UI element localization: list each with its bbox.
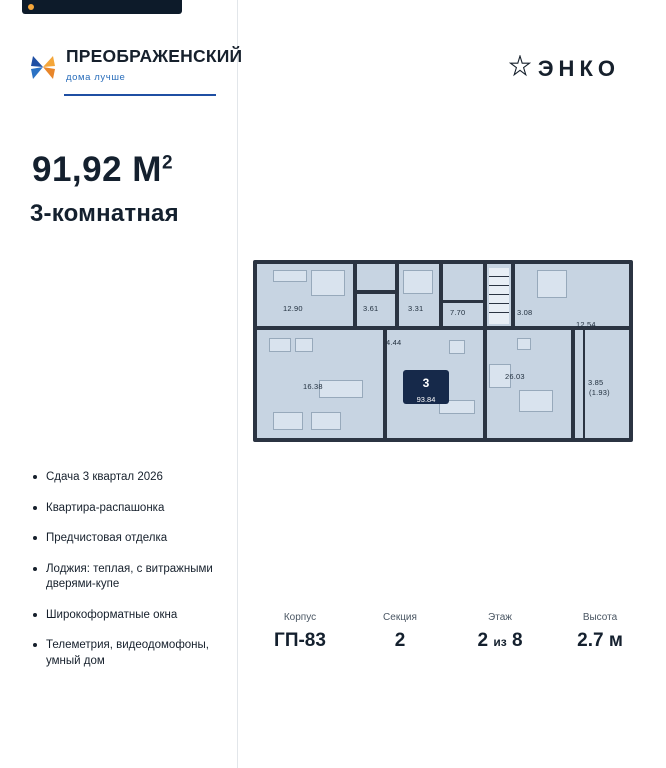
furniture — [273, 270, 307, 282]
wall — [483, 264, 487, 440]
bullet-icon — [33, 643, 37, 647]
wall — [571, 330, 575, 440]
meta-height — [550, 612, 650, 652]
meta-value: ГП-83 — [274, 630, 326, 651]
wall — [353, 264, 357, 330]
meta-korpus — [250, 612, 350, 652]
wall — [257, 326, 357, 330]
floor-total: 8 — [511, 630, 523, 651]
partner-logo — [509, 55, 620, 82]
wall — [439, 264, 443, 330]
meta-value: 2.7 м — [577, 630, 623, 651]
bullet-icon — [33, 475, 37, 479]
floor-current: 2 — [477, 630, 489, 651]
furniture-bed — [311, 270, 345, 296]
room-label: 12.90 — [283, 304, 303, 313]
meta-section — [350, 612, 450, 652]
room-label: 3.61 — [363, 304, 379, 313]
furniture-sofa — [519, 390, 553, 412]
brand-underline — [64, 94, 216, 96]
floor-plan — [253, 260, 633, 442]
furniture — [273, 412, 303, 430]
meta-caption: Секция — [383, 612, 417, 623]
list-item — [33, 470, 223, 486]
bullet-icon — [33, 567, 37, 571]
stair-step — [489, 303, 509, 304]
wall — [511, 264, 515, 330]
badge-area: 93.84 — [416, 395, 436, 404]
wall — [357, 326, 487, 330]
wall — [353, 290, 399, 294]
stair-step — [489, 276, 509, 277]
partner-name: ЭНКО — [537, 55, 620, 81]
badge-rooms: 3 — [422, 376, 430, 390]
top-bar-decoration — [22, 0, 182, 14]
stair-step — [489, 312, 509, 313]
right-panel — [238, 0, 666, 768]
room-label: 4.44 — [386, 338, 402, 347]
feature-label: Лоджия: теплая, с витражными дверями-купе — [46, 562, 213, 591]
floor-of: из — [493, 635, 507, 649]
meta-caption: Высота — [582, 612, 618, 623]
room-label: (1.93) — [589, 388, 610, 397]
stair-step — [489, 294, 509, 295]
page-title — [32, 150, 173, 190]
brand-text — [66, 48, 242, 85]
wall — [443, 300, 487, 303]
furniture — [311, 412, 341, 430]
rooms-title: 3-комнатная — [30, 200, 179, 227]
list-item — [33, 608, 223, 624]
furniture-wc — [517, 338, 531, 350]
list-item — [33, 562, 223, 593]
room-label: 26.03 — [505, 372, 525, 381]
wall — [583, 330, 585, 440]
bullet-icon — [33, 506, 37, 510]
furniture-bed — [403, 270, 433, 294]
meta-value — [450, 630, 550, 652]
feature-label: Предчистовая отделка — [46, 532, 168, 545]
list-item — [33, 501, 223, 517]
brand-logo — [30, 48, 242, 85]
wall — [395, 264, 399, 330]
feature-label: Телеметрия, видеодомофоны, умный дом — [46, 639, 209, 667]
features-list — [33, 470, 223, 684]
bullet-icon — [33, 613, 37, 617]
meta-caption: Этаж — [488, 612, 512, 623]
feature-label: Квартира-распашонка — [46, 501, 165, 514]
stair-step — [489, 285, 509, 286]
furniture-bath — [449, 340, 465, 354]
room-label: 3.31 — [408, 304, 424, 313]
furniture-bed — [537, 270, 567, 298]
room-label: 3.08 — [517, 308, 533, 317]
meta-floor — [450, 612, 550, 652]
feature-label: Широкоформатные окна — [46, 608, 178, 621]
brand-tagline: дома лучше — [66, 72, 126, 83]
furniture-table — [319, 380, 363, 398]
wall — [487, 326, 515, 330]
area-unit-sup: 2 — [161, 152, 174, 174]
room-label: 12.54 — [576, 320, 596, 329]
area-value: 91,92 М — [32, 150, 162, 189]
meta-caption: Корпус — [283, 612, 317, 623]
room-label: 16.38 — [303, 382, 323, 391]
butterfly-icon — [30, 52, 56, 82]
list-item — [33, 638, 223, 669]
furniture-kitchen — [295, 338, 313, 352]
brand-name: ПРЕОБРАЖЕНСКИЙ — [66, 46, 243, 66]
room-label: 7.70 — [450, 308, 466, 317]
plan-meta — [250, 612, 650, 652]
enko-mark-icon — [509, 55, 531, 82]
left-panel — [0, 0, 243, 768]
plan-badge — [403, 370, 449, 404]
furniture-kitchen — [269, 338, 291, 352]
room-label: 3.85 — [588, 378, 604, 387]
meta-value: 2 — [394, 630, 406, 651]
list-item — [33, 531, 223, 547]
bullet-icon — [33, 536, 37, 540]
feature-label: Сдача 3 квартал 2026 — [46, 471, 163, 483]
